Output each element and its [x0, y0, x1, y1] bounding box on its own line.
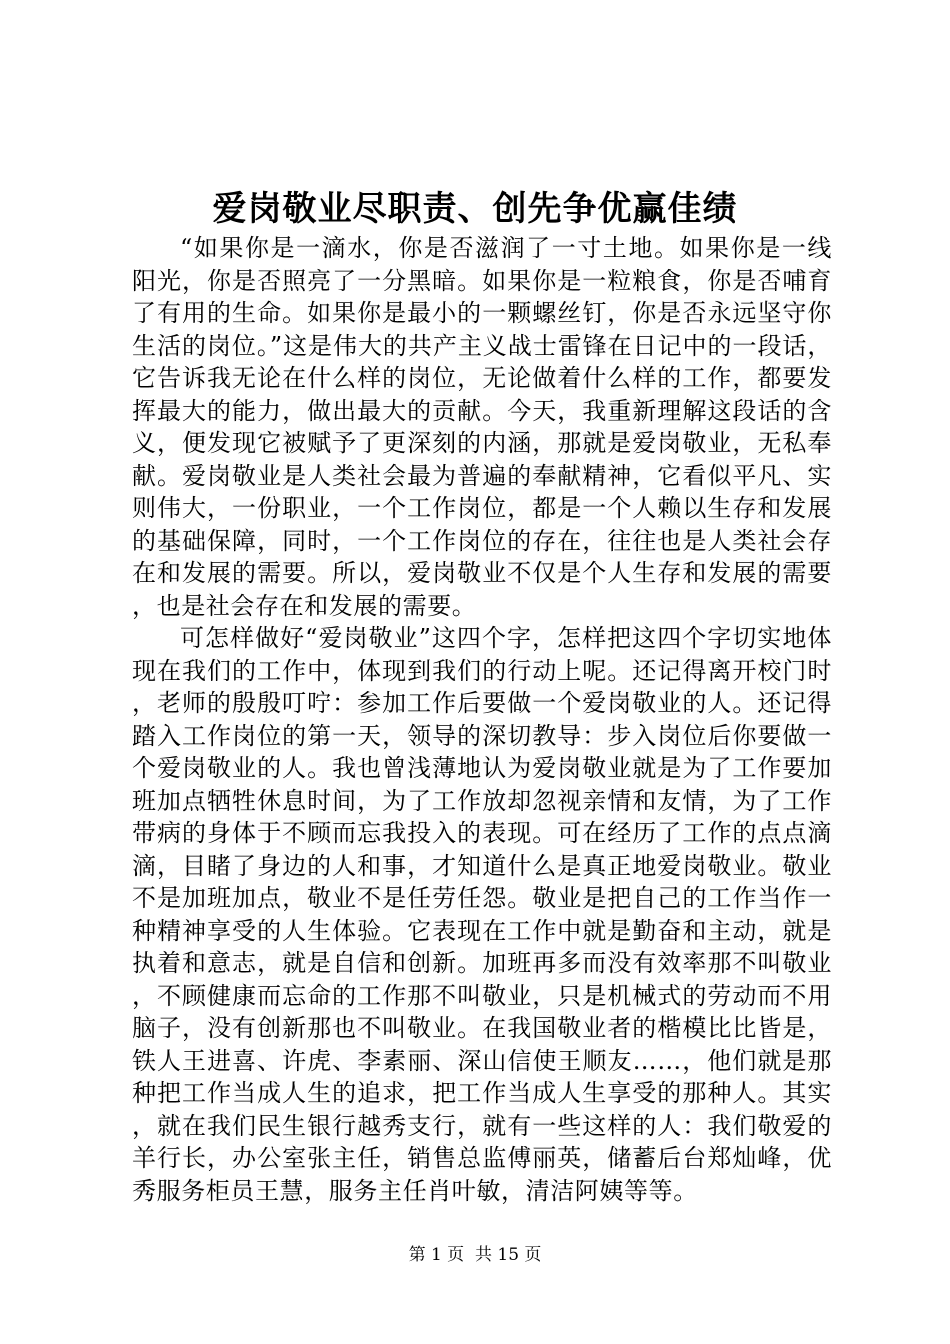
body-paragraph-2: 可怎样做好“爱岗敬业”这四个字，怎样把这四个字切实地体现在我们的工作中，体现到我们的行动上呢。还记得离开校门时，老师的殷殷叮咛：参加工作后要做一个爱岗敬业的人。还记得踏入工作岗位的第一天，领导的深切教导：步入岗位后你要做一个爱岗敬业的人。我也曾浅薄地认为爱岗敬业就是为了工作要加班加点牺牲休息时间，为了工作放却忽视亲情和友情，为了工作带病的身体于不顾而忘我投入的表现。可在经历了工作的点点滴滴，目睹了身边的人和事，才知道什么是真正地爱岗敬业。敬业不是加班加点，敬业不是任劳任怨。敬业是把自己的工作当作一种精神享受的人生体验。它表现在工作中就是勤奋和主动，就是执着和意志，就是自信和创新。加班再多而没有效率那不叫敬业，不顾健康而忘命的工作那不叫敬业，只是机械式的劳动而不用脑子，没有创新那也不叫敬业。在我国敬业者的楷模比比皆是，铁人王进喜、许虎、李素丽、深山信使王顺友……，他们就是那种把工作当成人生的追求，把工作当成人生享受的那种人。其实，就在我们民生银行越秀支行，就有一些这样的人：我们敬爱的羊行长，办公室张主任，销售总监傅丽英，储蓄后台郑灿峰，优秀服务柜员王慧，服务主任肖叶敏，清洁阿姨等等。	[132, 624, 832, 1205]
page-number-footer: 第 1 页 共 15 页	[408, 1245, 542, 1265]
document-title: 爱岗敬业尽职责、创先争优赢佳绩	[212, 189, 738, 229]
body-paragraph-1: “如果你是一滴水，你是否滋润了一寸土地。如果你是一线阳光，你是否照亮了一分黑暗。如果你是一粒粮食，你是否哺育了有用的生命。如果你是最小的一颗螺丝钉，你是否永远坚守你生活的岗位。”这是伟大的共产主义战士雷锋在日记中的一段话，它告诉我无论在什么样的岗位，无论做着什么样的工作，都要发挥最大的能力，做出最大的贡献。今天，我重新理解这段话的含义，便发现它被赋予了更深刻的内涵，那就是爱岗敬业，无私奉献。爱岗敬业是人类社会最为普遍的奉献精神，它看似平凡、实则伟大，一份职业，一个工作岗位，都是一个人赖以生存和发展的基础保障，同时，一个工作岗位的存在，往往也是人类社会存在和发展的需要。所以，爱岗敬业不仅是个人生存和发展的需要，也是社会存在和发展的需要。	[132, 234, 832, 620]
document-body	[132, 232, 832, 1207]
